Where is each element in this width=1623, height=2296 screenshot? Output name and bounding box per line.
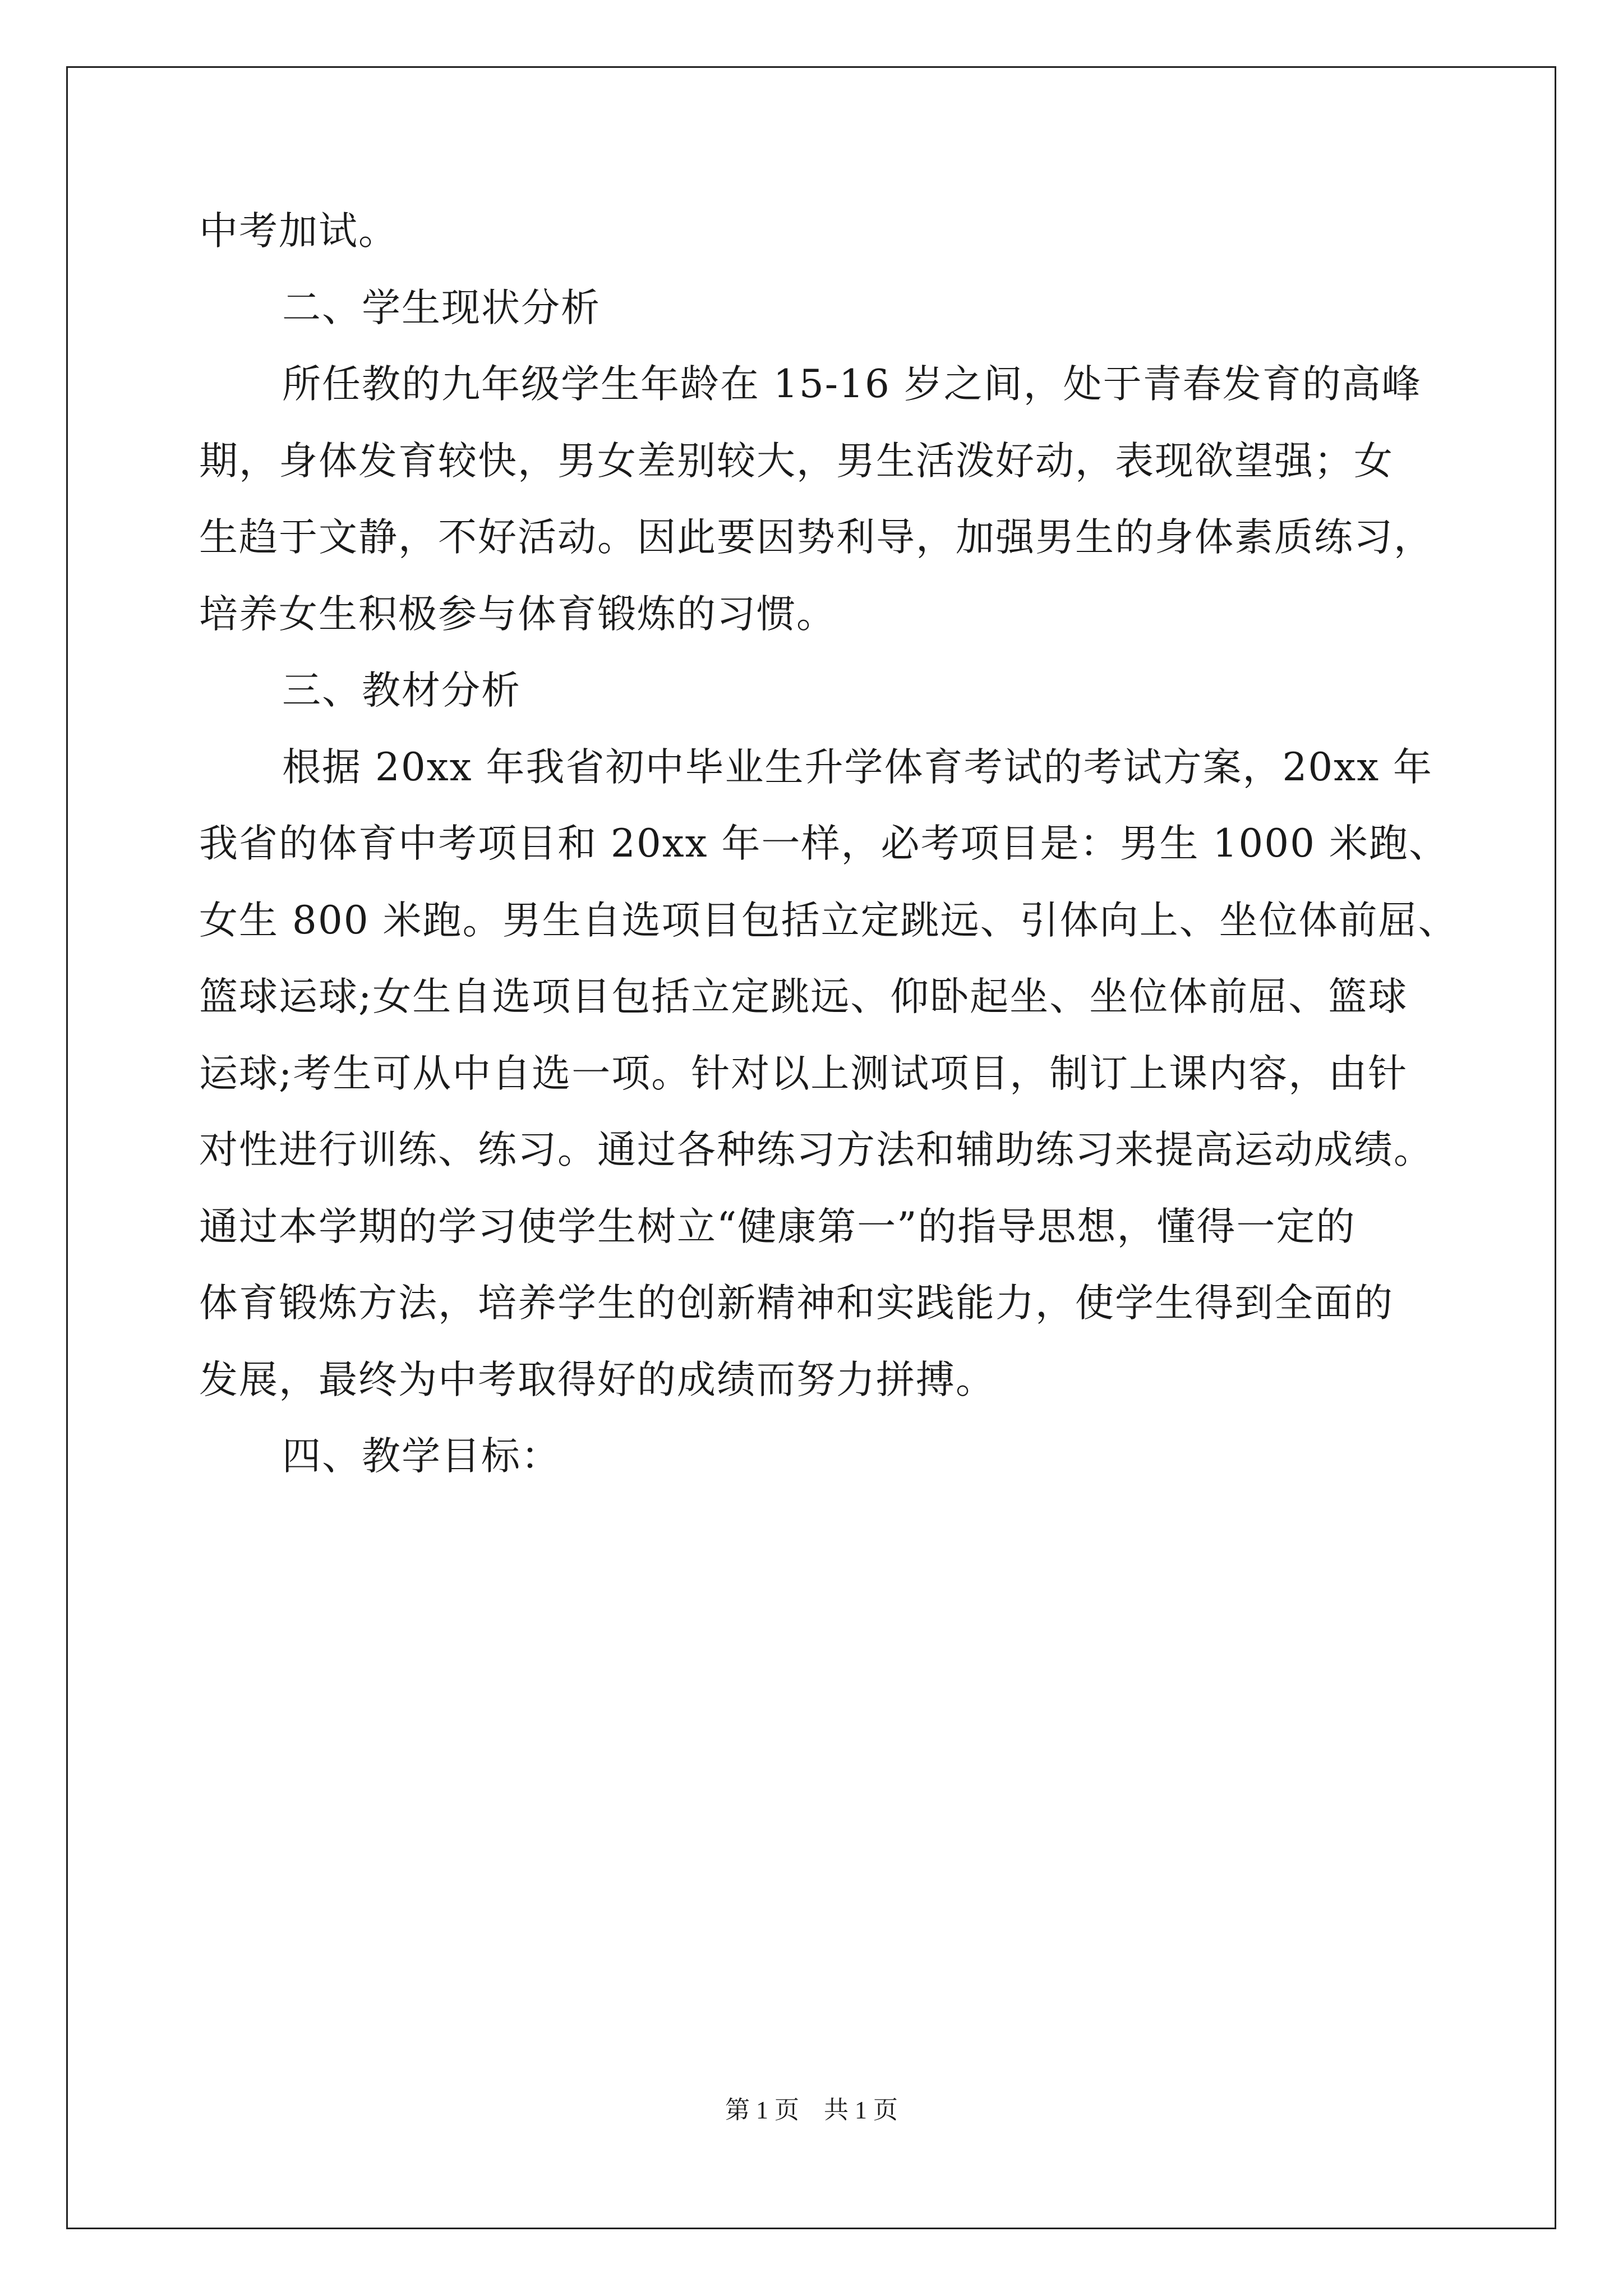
paragraph-line: 我省的体育中考项目和 20xx 年一样，必考项目是：男生 1000 米跑、 xyxy=(199,821,1449,866)
paragraph-line: 中考加试。 xyxy=(199,209,398,254)
paragraph-line: 运球;考生可从中自选一项。针对以上测试项目，制订上课内容，由针 xyxy=(199,1051,1408,1096)
paragraph-heading-line: 所任教的九年级学生年龄在 15-16 岁之间，处于青春发育的高峰 xyxy=(282,362,1422,407)
paragraph-line: 通过本学期的学习使学生树立“健康第一”的指导思想，懂得一定的 xyxy=(199,1204,1356,1249)
paragraph-line: 期，身体发育较快，男女差别较大，男生活泼好动，表现欲望强；女 xyxy=(199,439,1394,484)
paragraph-line: 对性进行训练、练习。通过各种练习方法和辅助练习来提高运动成绩。 xyxy=(199,1128,1433,1172)
paragraph-heading-line: 三、教材分析 xyxy=(282,668,521,713)
paragraph-heading-line: 二、学生现状分析 xyxy=(282,286,601,330)
paragraph-line: 发展，最终为中考取得好的成绩而努力拼搏。 xyxy=(199,1358,995,1402)
paragraph-heading-line: 四、教学目标： xyxy=(282,1434,561,1479)
paragraph-heading-line: 根据 20xx 年我省初中毕业生升学体育考试的考试方案，20xx 年 xyxy=(282,745,1433,790)
paragraph-line: 篮球运球;女生自选项目包括立定跳远、仰卧起坐、坐位体前屈、篮球 xyxy=(199,974,1408,1019)
paragraph-line: 培养女生积极参与体育锻炼的习惯。 xyxy=(199,592,836,637)
paragraph-line: 体育锻炼方法，培养学生的创新精神和实践能力，使学生得到全面的 xyxy=(199,1281,1394,1326)
paragraph-line: 生趋于文静，不好活动。因此要因势利导，加强男生的身体素质练习， xyxy=(199,515,1433,560)
page-footer: 第 1 页 共 1 页 xyxy=(725,2096,898,2124)
paragraph-line: 女生 800 米跑。男生自选项目包括立定跳远、引体向上、坐位体前屈、 xyxy=(199,898,1458,943)
